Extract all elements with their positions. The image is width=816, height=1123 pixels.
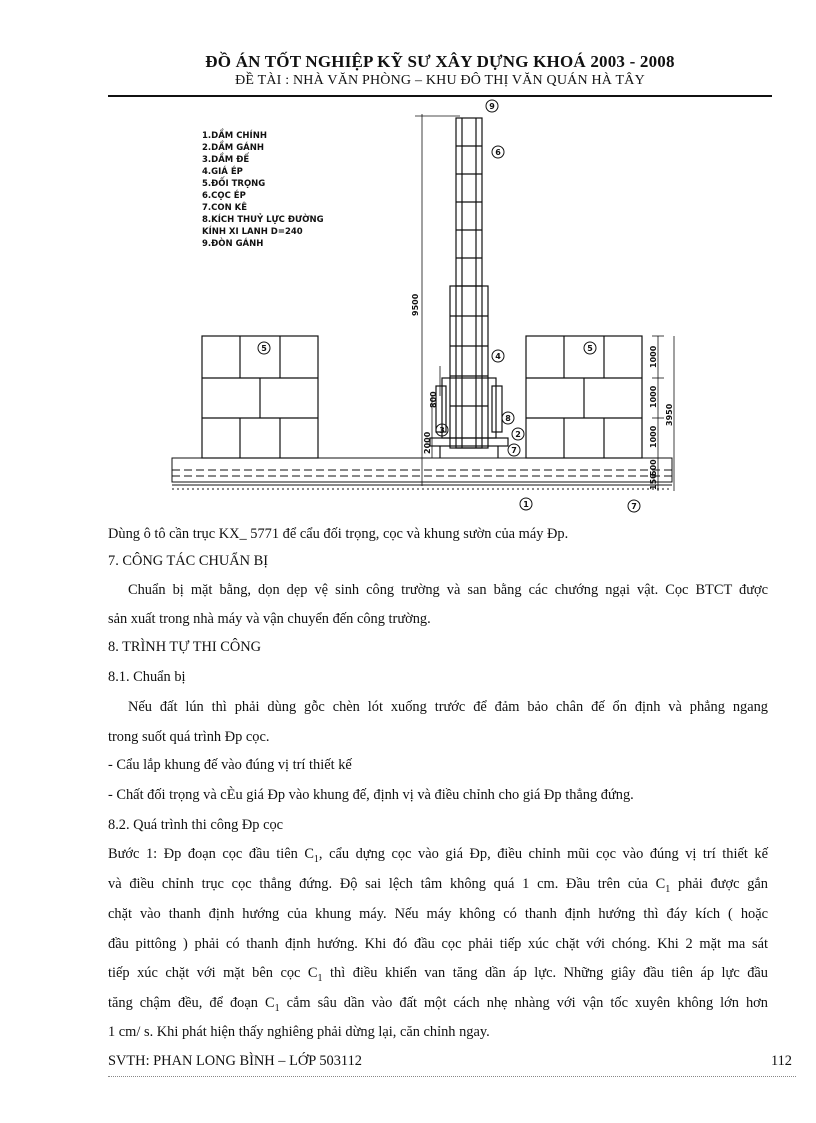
legend-item: 7.CON KÊ bbox=[202, 203, 248, 213]
legend-item: 5.ĐỐI TRỌNG bbox=[202, 179, 266, 189]
legend-item: 3.DẦM ĐẾ bbox=[202, 155, 250, 165]
text-run: và điều chỉnh trục cọc thẳng đứng. Độ sai lệch tâm không quá 1 cm. Đầu trên của C bbox=[108, 876, 666, 892]
dim-right: 1000 bbox=[649, 385, 658, 408]
subscript: 1 bbox=[665, 883, 671, 895]
paragraph bbox=[108, 876, 768, 895]
callout: 9 bbox=[489, 102, 495, 111]
section-8-heading: 8. TRÌNH TỰ THI CÔNG bbox=[108, 639, 262, 655]
callout: 1 bbox=[523, 500, 529, 509]
dim-right: 1000 bbox=[649, 345, 658, 368]
legend-item: 4.GIÁ ÉP bbox=[202, 167, 243, 177]
text-run: tiếp xúc chặt với mặt bên cọc C bbox=[108, 965, 318, 981]
dim-right: 1000 bbox=[649, 425, 658, 448]
paragraph bbox=[108, 965, 768, 984]
dim-2000: 2000 bbox=[423, 431, 432, 454]
callouts bbox=[258, 100, 640, 512]
text-run: tăng chậm đều, để đoạn C bbox=[108, 995, 275, 1011]
dim-height: 9500 bbox=[411, 293, 420, 316]
text-run: cắm sâu dần vào đất một cách nhẹ nhàng với vận tốc xuyên không lớn hơn bbox=[279, 995, 768, 1011]
paragraph bbox=[108, 995, 768, 1014]
page-number: 112 bbox=[770, 1053, 792, 1069]
paragraph: Nếu đất lún thì phải dùng gỗc chèn lót xuống trước để đảm bảo chân đế ổn định và phẳng ngang bbox=[128, 699, 768, 715]
paragraph: sản xuất trong nhà máy và vận chuyển đến công trường. bbox=[108, 611, 431, 627]
diagram-legend bbox=[202, 128, 324, 249]
callout: 2 bbox=[515, 430, 521, 439]
text-run: thì điều khiển van tăng dần áp lực. Những giây đầu tiên áp lực đầu bbox=[322, 965, 768, 981]
callout: 6 bbox=[495, 148, 501, 157]
paragraph bbox=[108, 846, 768, 865]
footer-author: SVTH: PHAN LONG BÌNH – LỚP 503112 bbox=[108, 1053, 362, 1069]
paragraph: trong suốt quá trình Ðp cọc. bbox=[108, 729, 270, 745]
text-run: , cẩu dựng cọc vào giá Ðp, điều chỉnh mũi cọc vào đúng vị trí thiết kế bbox=[318, 846, 768, 862]
legend-item: 6.CỌC ÉP bbox=[202, 191, 246, 201]
legend-item: 9.ĐÒN GÁNH bbox=[202, 239, 264, 249]
callout: 3 bbox=[439, 426, 445, 435]
dimension-lines bbox=[415, 114, 674, 491]
bullet-item: - Cẩu lắp khung đế vào đúng vị trí thiết kế bbox=[108, 757, 352, 773]
callout: 7 bbox=[511, 446, 517, 455]
callout: 5 bbox=[261, 344, 267, 353]
pile-tower bbox=[430, 118, 508, 458]
legend-item: KÍNH XI LANH D=240 bbox=[202, 227, 303, 237]
dim-right: 150 bbox=[649, 473, 658, 490]
callout: 4 bbox=[495, 352, 501, 361]
document-title: ĐỒ ÁN TỐT NGHIỆP KỸ SƯ XÂY DỰNG KHOÁ 2003 - 2008 bbox=[205, 52, 675, 71]
section-7-heading: 7. CÔNG TÁC CHUẨN BỊ bbox=[108, 553, 269, 569]
callout: 7 bbox=[631, 502, 637, 511]
bullet-item: - Chất đối trọng và cÈu giá Ðp vào khung đế, định vị và điều chỉnh cho giá Ðp thẳng đứng. bbox=[108, 787, 634, 803]
subscript: 1 bbox=[313, 853, 319, 865]
legend-item: 8.KÍCH THUỶ LỰC ĐƯỜNG bbox=[202, 215, 324, 225]
subscript: 1 bbox=[274, 1002, 280, 1014]
dim-total: 3950 bbox=[665, 403, 674, 426]
legend-item: 2.DẦM GÁNH bbox=[202, 143, 264, 153]
text-run: Bước 1: Ðp đoạn cọc đầu tiên C bbox=[108, 846, 314, 862]
text-run: phải được gắn bbox=[670, 876, 768, 892]
document-subtitle: ĐỀ TÀI : NHÀ VĂN PHÒNG – KHU ĐÔ THỊ VĂN QUÁN HÀ TÂY bbox=[235, 73, 645, 88]
paragraph: đầu pittông ) phải có thanh định hướng. Khi đó đầu cọc phải tiếp xúc chặt với chóng. Khi 2 mặt ma sát bbox=[108, 936, 768, 952]
section-8-2-heading: 8.2. Quá trình thi công Ðp cọc bbox=[108, 817, 284, 833]
figure-caption: Dùng ô tô cần trục KX_ 5771 để cẩu đối trọng, cọc và khung sườn của máy Ðp. bbox=[108, 526, 569, 542]
section-8-1-heading: 8.1. Chuẩn bị bbox=[108, 669, 186, 685]
paragraph: 1 cm/ s. Khi phát hiện thấy nghiêng phải dừng lại, căn chỉnh ngay. bbox=[108, 1024, 490, 1040]
pile-press-diagram bbox=[160, 96, 690, 516]
callout: 5 bbox=[587, 344, 593, 353]
subscript: 1 bbox=[317, 972, 323, 984]
counterweight-left bbox=[202, 336, 318, 458]
dim-800: 800 bbox=[429, 391, 438, 408]
footer-rule bbox=[108, 1076, 796, 1077]
paragraph: chặt vào thanh định hướng của khung máy. Nếu máy không có thanh định hướng thì đáy kích ( hoặc bbox=[108, 906, 768, 922]
dim-right: 500 bbox=[649, 459, 658, 476]
counterweight-right bbox=[526, 336, 642, 458]
callout: 8 bbox=[505, 414, 511, 423]
page-header bbox=[108, 52, 772, 89]
paragraph: Chuẩn bị mặt bằng, dọn dẹp vệ sinh công trường và san bằng các chướng ngại vật. Cọc BTCT được bbox=[128, 582, 768, 598]
legend-item: 1.DẦM CHÍNH bbox=[202, 131, 267, 141]
